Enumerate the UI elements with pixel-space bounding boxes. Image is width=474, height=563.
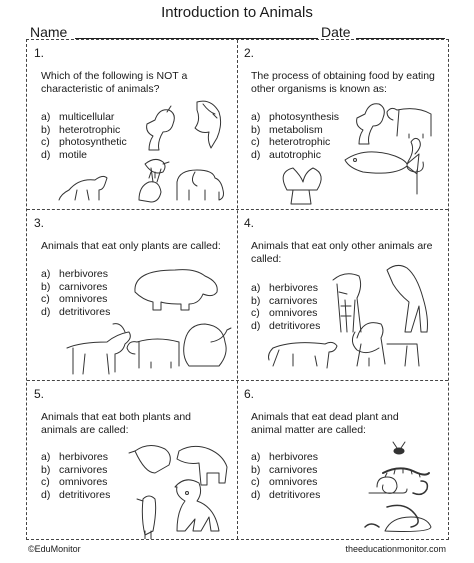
- woodpecker-icon: [137, 496, 156, 539]
- answer-option-c[interactable]: c) omnivores: [41, 293, 108, 305]
- animal-illustrations: [237, 210, 448, 380]
- answer-option-b[interactable]: b) carnivores: [251, 294, 318, 307]
- snail-icon: [369, 477, 407, 493]
- cow-icon: [127, 339, 179, 368]
- question-card-4: [237, 210, 448, 380]
- goat-icon: [67, 324, 130, 374]
- fly-icon: [393, 442, 405, 454]
- dog-icon: [147, 106, 175, 150]
- bird-icon: [145, 159, 169, 178]
- animal-illustrations: [27, 381, 237, 539]
- worm-icon: [387, 481, 427, 527]
- website-link[interactable]: theeducationmonitor.com: [345, 544, 446, 554]
- question-number: 1.: [34, 46, 45, 60]
- question-number: 5.: [34, 387, 45, 401]
- answer-option-c[interactable]: c) omnivores: [251, 307, 318, 319]
- cow-icon: [387, 108, 431, 138]
- answer-option-a[interactable]: a) photosynthesis: [251, 111, 340, 123]
- date-label: Date: [321, 24, 351, 40]
- name-label: Name: [30, 24, 68, 40]
- slug-icon: [365, 517, 431, 532]
- question-number: 3.: [34, 216, 45, 230]
- question-text: Which of the following is NOT a characteristic of animals?: [41, 70, 188, 95]
- lion-icon: [352, 323, 419, 366]
- eagle-icon: [283, 168, 321, 204]
- cheetah-icon: [269, 342, 338, 368]
- question-text: Animals that eat only plants are called:: [41, 240, 221, 252]
- answer-option-c[interactable]: c) omnivores: [251, 476, 318, 488]
- hippo-icon: [135, 270, 217, 310]
- lioness-icon: [387, 265, 428, 332]
- answer-option-d[interactable]: d) detritivores: [251, 488, 321, 501]
- question-number: 4.: [244, 216, 255, 230]
- question-card-2: [237, 40, 448, 209]
- bear-icon: [177, 446, 227, 485]
- answer-option-c[interactable]: c) heterotrophic: [251, 136, 331, 148]
- millipede-icon: [383, 468, 429, 477]
- answer-option-d[interactable]: d) detritivores: [41, 305, 111, 318]
- answer-option-c[interactable]: c) photosynthetic: [41, 136, 127, 148]
- animal-illustrations: [27, 210, 237, 380]
- animal-illustrations: [27, 40, 237, 209]
- answer-option-a[interactable]: a) herbivores: [251, 451, 319, 463]
- answer-option-b[interactable]: b) heterotrophic: [41, 123, 121, 136]
- question-number: 6.: [244, 387, 255, 401]
- animal-illustrations: [237, 40, 448, 209]
- question-card-6: [237, 381, 448, 539]
- question-text: Animals that eat both plants and animals are called:: [41, 411, 192, 436]
- answer-option-b[interactable]: b) carnivores: [251, 463, 318, 476]
- question-text: The process of obtaining food by eating other organisms is known as:: [251, 70, 435, 95]
- horse-head-icon: [195, 101, 221, 148]
- question-text: Animals that eat only other animals are called:: [251, 240, 433, 265]
- animal-illustrations: [237, 381, 448, 539]
- baboon-icon: [175, 480, 219, 531]
- answer-option-b[interactable]: b) carnivores: [41, 463, 108, 476]
- crow-icon: [129, 445, 170, 473]
- flamingo-icon: [407, 138, 423, 194]
- answer-option-a[interactable]: a) herbivores: [41, 451, 109, 463]
- answer-option-c[interactable]: c) omnivores: [41, 476, 108, 488]
- dog-icon: [357, 104, 385, 144]
- worksheet-title: Introduction to Animals: [161, 4, 313, 21]
- question-card-3: [27, 210, 237, 380]
- answer-option-a[interactable]: a) herbivores: [251, 282, 319, 294]
- cat-icon: [59, 176, 107, 200]
- question-card-1: [27, 40, 237, 209]
- answer-option-a[interactable]: a) herbivores: [41, 268, 109, 280]
- elephant-icon: [177, 170, 224, 200]
- question-text: Animals that eat dead plant and animal matter are called:: [251, 411, 399, 436]
- question-grid: [26, 39, 449, 540]
- elephant-icon: [184, 324, 231, 366]
- question-number: 2.: [244, 46, 255, 60]
- answer-option-d[interactable]: d) autotrophic: [251, 148, 321, 161]
- tiger-icon: [333, 274, 361, 332]
- answer-option-b[interactable]: b) metabolism: [251, 123, 323, 136]
- answer-option-d[interactable]: d) motile: [41, 148, 88, 161]
- answer-option-d[interactable]: d) detritivores: [251, 319, 321, 332]
- question-card-5: [27, 381, 237, 539]
- answer-option-a[interactable]: a) multicellular: [41, 111, 115, 123]
- answer-option-d[interactable]: d) detritivores: [41, 488, 111, 501]
- copyright-text: ©EduMonitor: [28, 544, 81, 554]
- answer-option-b[interactable]: b) carnivores: [41, 280, 108, 293]
